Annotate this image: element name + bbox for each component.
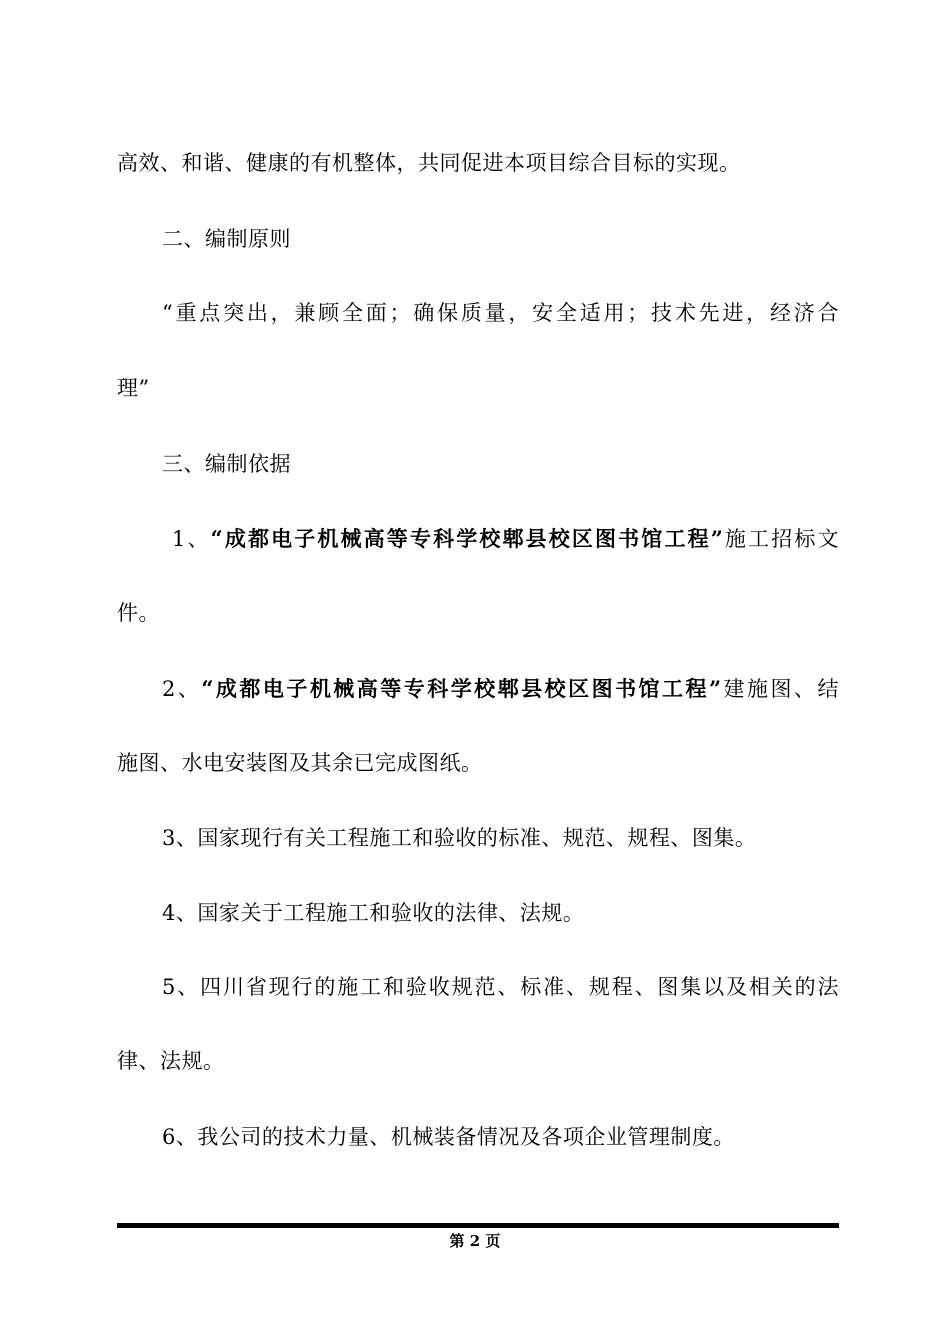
basis-item-2-project-name: “成都电子机械高等专科学校郫县校区图书馆工程”: [201, 676, 722, 701]
principle-text-line2: 理”: [117, 376, 150, 400]
basis-item-5-line1: 5、四川省现行的施工和验收规范、标准、规程、图集以及相关的法: [162, 975, 839, 999]
basis-item-1-number: 1、: [172, 527, 211, 551]
basis-item-1-project-name: “成都电子机械高等专科学校郫县校区图书馆工程”: [210, 526, 724, 551]
basis-item-1-line2: 件。: [117, 601, 160, 625]
basis-item-4: 4、国家关于工程施工和验收的法律、法规。: [162, 901, 585, 925]
basis-item-1-suffix: 施工招标文: [723, 527, 839, 551]
section-heading-basis: 三、编制依据: [162, 452, 291, 476]
page-number: 第 2 页: [449, 1232, 501, 1250]
paragraph-continuation: 高效、和谐、健康的有机整体，共同促进本项目综合目标的实现。: [117, 151, 741, 175]
section-heading-principles: 二、编制原则: [162, 227, 291, 251]
basis-item-2-suffix: 建施图、结: [721, 677, 839, 701]
basis-item-2-line2: 施图、水电安装图及其余已完成图纸。: [117, 751, 483, 775]
footer-divider: [117, 1223, 839, 1228]
basis-item-6: 6、我公司的技术力量、机械装备情况及各项企业管理制度。: [162, 1125, 735, 1149]
basis-item-2-number: 2、: [162, 677, 202, 701]
basis-item-3: 3、国家现行有关工程施工和验收的标准、规范、规程、图集。: [162, 826, 757, 850]
basis-item-5-line2: 律、法规。: [117, 1049, 225, 1073]
basis-item-1-line1: [172, 524, 839, 554]
basis-item-2-line1: [162, 674, 839, 704]
principle-text-line1: “重点突出，兼顾全面；确保质量，安全适用；技术先进，经济合: [162, 301, 839, 325]
